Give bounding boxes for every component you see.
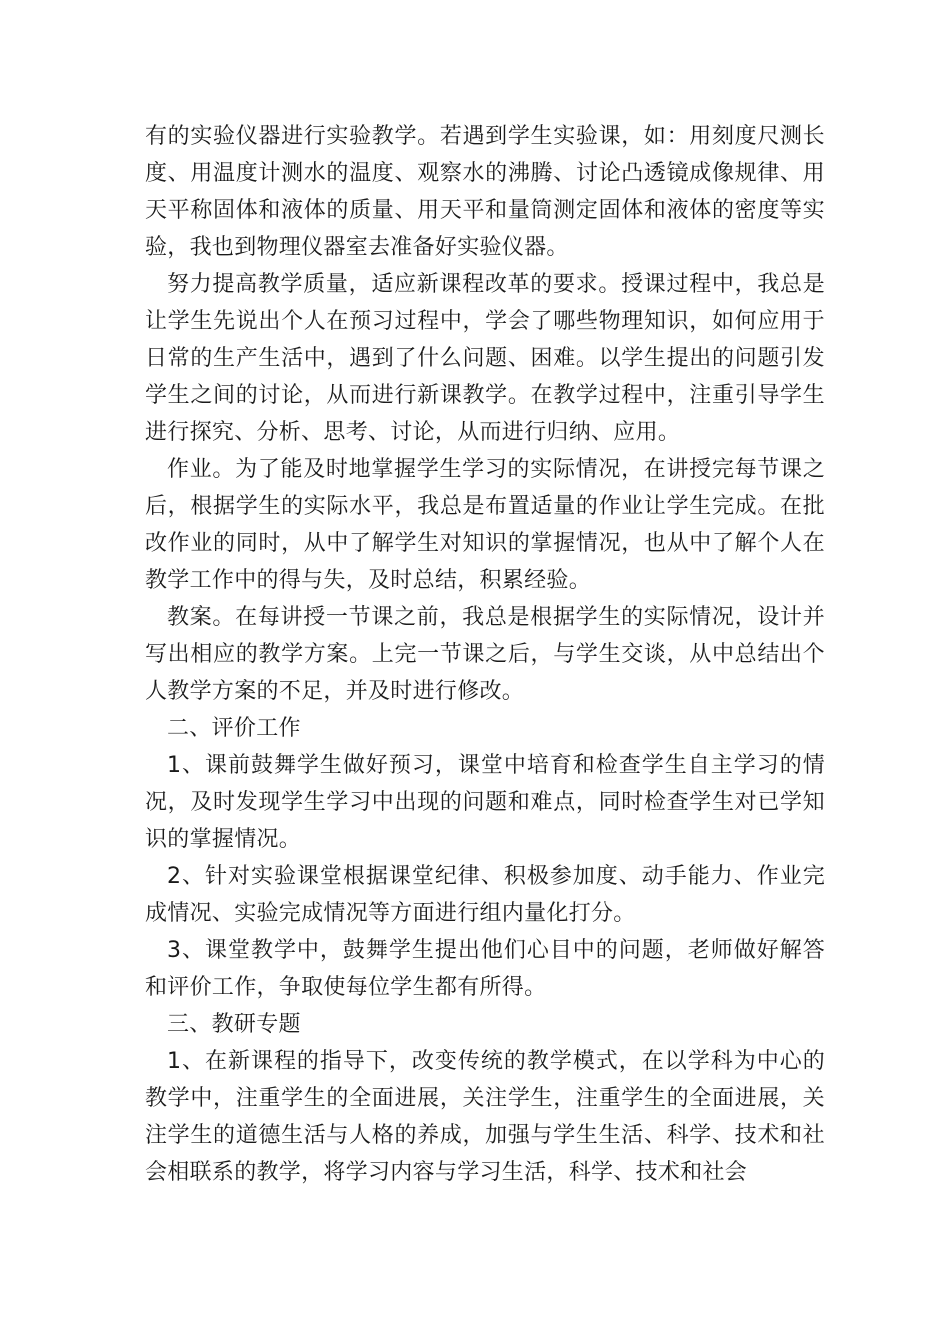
paragraph-lab-preparation: 有的实验仪器进行实验教学。若遇到学生实验课，如：用刻度尺测长度、用温度计测水的温度、观察水的沸腾、讨论凸透镜成像规律、用天平称固体和液体的质量、用天平和量筒测定固体和液体的密度等实验，我也到物理仪器室去准备好实验仪器。 <box>145 124 825 260</box>
paragraph-evaluation-1: 1、课前鼓舞学生做好预习，课堂中培育和检查学生自主学习的情况，及时发现学生学习中出现的问题和难点，同时检查学生对已学知识的掌握情况。 <box>145 753 825 852</box>
section-heading-research: 三、教研专题 <box>167 1012 301 1037</box>
document-body <box>145 118 825 1191</box>
paragraph-evaluation-3: 3、课堂教学中，鼓舞学生提出他们心目中的问题，老师做好解答和评价工作，争取使每位学生都有所得。 <box>145 938 825 1000</box>
paragraph-research-1: 1、在新课程的指导下，改变传统的教学模式，在以学科为中心的教学中，注重学生的全面进展，关注学生，注重学生的全面进展，关注学生的道德生活与人格的养成，加强与学生生活、科学、技术和社会相联系的教学，将学习内容与学习生活，科学、技术和社会 <box>145 1049 825 1185</box>
paragraph-lesson-plan: 教案。在每讲授一节课之前，我总是根据学生的实际情况，设计并写出相应的教学方案。上完一节课之后，与学生交谈，从中总结出个人教学方案的不足，并及时进行修改。 <box>145 605 825 704</box>
paragraph-evaluation-2: 2、针对实验课堂根据课堂纪律、积极参加度、动手能力、作业完成情况、实验完成情况等方面进行组内量化打分。 <box>145 864 825 926</box>
paragraph-teaching-quality: 努力提高教学质量，适应新课程改革的要求。授课过程中，我总是让学生先说出个人在预习过程中，学会了哪些物理知识，如何应用于日常的生产生活中，遇到了什么问题、困难。以学生提出的问题引发学生之间的讨论，从而进行新课教学。在教学过程中，注重引导学生进行探究、分析、思考、讨论，从而进行归纳、应用。 <box>145 272 825 445</box>
paragraph-homework: 作业。为了能及时地掌握学生学习的实际情况，在讲授完每节课之后，根据学生的实际水平，我总是布置适量的作业让学生完成。在批改作业的同时，从中了解学生对知识的掌握情况，也从中了解个人在教学工作中的得与失，及时总结，积累经验。 <box>145 457 825 593</box>
section-heading-evaluation: 二、评价工作 <box>167 716 301 741</box>
